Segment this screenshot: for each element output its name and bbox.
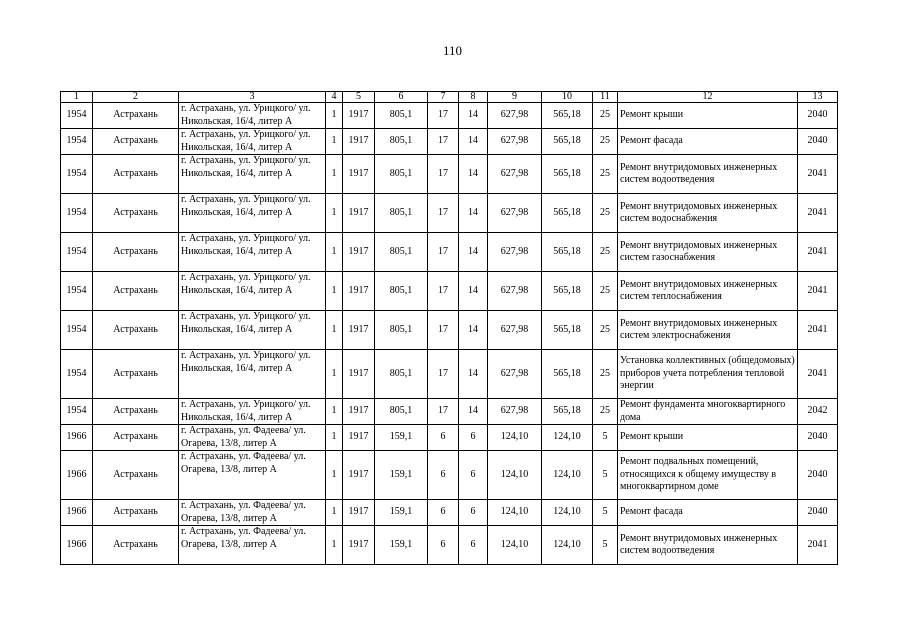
- cell-9: 627,98: [488, 399, 542, 425]
- cell-10: 565,18: [542, 272, 593, 311]
- table-row: [61, 451, 838, 500]
- cell-7: 6: [428, 500, 459, 526]
- house-id-cell: 1966: [61, 526, 93, 565]
- table-row: [61, 350, 838, 399]
- plan-year-cell: 2042: [798, 399, 838, 425]
- cell-7: 6: [428, 526, 459, 565]
- column-number: 3: [179, 92, 326, 103]
- address-cell: г. Астрахань, ул. Урицкого/ ул. Никольская, 16/4, литер А: [179, 311, 326, 350]
- house-id-cell: 1954: [61, 233, 93, 272]
- area-cell: 805,1: [375, 350, 428, 399]
- column-number: 6: [375, 92, 428, 103]
- cell-10: 565,18: [542, 399, 593, 425]
- plan-year-cell: 2040: [798, 500, 838, 526]
- plan-year-cell: 2041: [798, 272, 838, 311]
- year-cell: 1917: [343, 425, 375, 451]
- house-id-cell: 1966: [61, 451, 93, 500]
- cell-4: 1: [326, 233, 343, 272]
- work-type-cell: Ремонт внутридомовых инженерных систем газоснабжения: [618, 233, 798, 272]
- cell-11: 25: [593, 311, 618, 350]
- cell-4: 1: [326, 103, 343, 129]
- column-number: 9: [488, 92, 542, 103]
- plan-year-cell: 2041: [798, 194, 838, 233]
- area-cell: 159,1: [375, 425, 428, 451]
- table-row: [61, 272, 838, 311]
- table-row: [61, 500, 838, 526]
- year-cell: 1917: [343, 399, 375, 425]
- cell-4: 1: [326, 311, 343, 350]
- plan-year-cell: 2040: [798, 451, 838, 500]
- cell-8: 6: [459, 526, 488, 565]
- column-number: 5: [343, 92, 375, 103]
- cell-4: 1: [326, 155, 343, 194]
- area-cell: 159,1: [375, 500, 428, 526]
- plan-year-cell: 2041: [798, 233, 838, 272]
- cell-11: 25: [593, 194, 618, 233]
- cell-9: 627,98: [488, 350, 542, 399]
- work-type-cell: Ремонт внутридомовых инженерных систем теплоснабжения: [618, 272, 798, 311]
- city-cell: Астрахань: [93, 155, 179, 194]
- house-id-cell: 1954: [61, 272, 93, 311]
- cell-7: 17: [428, 350, 459, 399]
- city-cell: Астрахань: [93, 311, 179, 350]
- cell-7: 6: [428, 451, 459, 500]
- area-cell: 805,1: [375, 399, 428, 425]
- cell-11: 5: [593, 500, 618, 526]
- cell-7: 17: [428, 194, 459, 233]
- cell-8: 6: [459, 451, 488, 500]
- area-cell: 159,1: [375, 451, 428, 500]
- cell-10: 565,18: [542, 233, 593, 272]
- year-cell: 1917: [343, 526, 375, 565]
- cell-10: 124,10: [542, 425, 593, 451]
- year-cell: 1917: [343, 311, 375, 350]
- area-cell: 805,1: [375, 311, 428, 350]
- address-cell: г. Астрахань, ул. Фадеева/ ул. Огарева, 13/8, литер А: [179, 526, 326, 565]
- cell-8: 6: [459, 425, 488, 451]
- cell-10: 565,18: [542, 103, 593, 129]
- cell-4: 1: [326, 425, 343, 451]
- column-number: 10: [542, 92, 593, 103]
- year-cell: 1917: [343, 350, 375, 399]
- area-cell: 159,1: [375, 526, 428, 565]
- year-cell: 1917: [343, 194, 375, 233]
- cell-8: 14: [459, 155, 488, 194]
- column-number: 11: [593, 92, 618, 103]
- cell-4: 1: [326, 451, 343, 500]
- house-id-cell: 1954: [61, 103, 93, 129]
- house-id-cell: 1954: [61, 399, 93, 425]
- work-type-cell: Ремонт фундамента многоквартирного дома: [618, 399, 798, 425]
- work-type-cell: Ремонт крыши: [618, 425, 798, 451]
- year-cell: 1917: [343, 451, 375, 500]
- cell-7: 17: [428, 155, 459, 194]
- cell-4: 1: [326, 129, 343, 155]
- area-cell: 805,1: [375, 129, 428, 155]
- city-cell: Астрахань: [93, 103, 179, 129]
- cell-9: 627,98: [488, 103, 542, 129]
- house-id-cell: 1954: [61, 155, 93, 194]
- table-row: [61, 233, 838, 272]
- year-cell: 1917: [343, 129, 375, 155]
- table-row: [61, 103, 838, 129]
- city-cell: Астрахань: [93, 129, 179, 155]
- work-type-cell: Ремонт внутридомовых инженерных систем электроснабжения: [618, 311, 798, 350]
- address-cell: г. Астрахань, ул. Урицкого/ ул. Никольская, 16/4, литер А: [179, 233, 326, 272]
- cell-7: 17: [428, 272, 459, 311]
- cell-7: 17: [428, 129, 459, 155]
- cell-7: 17: [428, 103, 459, 129]
- cell-8: 14: [459, 233, 488, 272]
- address-cell: г. Астрахань, ул. Урицкого/ ул. Никольская, 16/4, литер А: [179, 399, 326, 425]
- year-cell: 1917: [343, 233, 375, 272]
- cell-10: 124,10: [542, 526, 593, 565]
- cell-9: 124,10: [488, 526, 542, 565]
- city-cell: Астрахань: [93, 399, 179, 425]
- cell-4: 1: [326, 526, 343, 565]
- area-cell: 805,1: [375, 233, 428, 272]
- year-cell: 1917: [343, 272, 375, 311]
- cell-9: 627,98: [488, 194, 542, 233]
- column-number: 8: [459, 92, 488, 103]
- house-id-cell: 1954: [61, 194, 93, 233]
- plan-year-cell: 2041: [798, 311, 838, 350]
- cell-9: 627,98: [488, 155, 542, 194]
- cell-11: 5: [593, 425, 618, 451]
- cell-8: 6: [459, 500, 488, 526]
- plan-year-cell: 2040: [798, 425, 838, 451]
- cell-8: 14: [459, 399, 488, 425]
- work-type-cell: Ремонт внутридомовых инженерных систем водоснабжения: [618, 194, 798, 233]
- plan-year-cell: 2041: [798, 155, 838, 194]
- cell-9: 627,98: [488, 129, 542, 155]
- cell-11: 25: [593, 399, 618, 425]
- column-number: 1: [61, 92, 93, 103]
- address-cell: г. Астрахань, ул. Урицкого/ ул. Никольская, 16/4, литер А: [179, 194, 326, 233]
- house-id-cell: 1954: [61, 311, 93, 350]
- house-id-cell: 1966: [61, 500, 93, 526]
- cell-11: 25: [593, 155, 618, 194]
- cell-10: 565,18: [542, 129, 593, 155]
- house-id-cell: 1966: [61, 425, 93, 451]
- cell-4: 1: [326, 350, 343, 399]
- address-cell: г. Астрахань, ул. Урицкого/ ул. Никольская, 16/4, литер А: [179, 155, 326, 194]
- cell-7: 17: [428, 233, 459, 272]
- address-cell: г. Астрахань, ул. Урицкого/ ул. Никольская, 16/4, литер А: [179, 350, 326, 399]
- cell-8: 14: [459, 129, 488, 155]
- cell-8: 14: [459, 272, 488, 311]
- table-row: [61, 526, 838, 565]
- column-number: 13: [798, 92, 838, 103]
- work-type-cell: Ремонт фасада: [618, 129, 798, 155]
- address-cell: г. Астрахань, ул. Урицкого/ ул. Никольская, 16/4, литер А: [179, 129, 326, 155]
- work-type-cell: Ремонт подвальных помещений, относящихся к общему имуществу в многоквартирном доме: [618, 451, 798, 500]
- cell-8: 14: [459, 194, 488, 233]
- city-cell: Астрахань: [93, 425, 179, 451]
- cell-10: 124,10: [542, 451, 593, 500]
- cell-11: 25: [593, 272, 618, 311]
- cell-9: 124,10: [488, 451, 542, 500]
- cell-11: 5: [593, 526, 618, 565]
- year-cell: 1917: [343, 103, 375, 129]
- city-cell: Астрахань: [93, 272, 179, 311]
- city-cell: Астрахань: [93, 350, 179, 399]
- year-cell: 1917: [343, 500, 375, 526]
- address-cell: г. Астрахань, ул. Фадеева/ ул. Огарева, 13/8, литер А: [179, 451, 326, 500]
- area-cell: 805,1: [375, 103, 428, 129]
- city-cell: Астрахань: [93, 526, 179, 565]
- cell-11: 25: [593, 129, 618, 155]
- cell-9: 124,10: [488, 425, 542, 451]
- cell-10: 565,18: [542, 194, 593, 233]
- cell-4: 1: [326, 272, 343, 311]
- page-number: 110: [442, 43, 463, 58]
- column-number: 2: [93, 92, 179, 103]
- column-number-row: [61, 92, 838, 103]
- city-cell: Астрахань: [93, 194, 179, 233]
- address-cell: г. Астрахань, ул. Урицкого/ ул. Никольская, 16/4, литер А: [179, 272, 326, 311]
- year-cell: 1917: [343, 155, 375, 194]
- city-cell: Астрахань: [93, 451, 179, 500]
- cell-4: 1: [326, 194, 343, 233]
- work-type-cell: Ремонт крыши: [618, 103, 798, 129]
- address-cell: г. Астрахань, ул. Фадеева/ ул. Огарева, 13/8, литер А: [179, 500, 326, 526]
- cell-7: 17: [428, 311, 459, 350]
- cell-7: 17: [428, 399, 459, 425]
- area-cell: 805,1: [375, 155, 428, 194]
- cell-8: 14: [459, 311, 488, 350]
- table-row: [61, 194, 838, 233]
- work-type-cell: Установка коллективных (общедомовых) приборов учета потребления тепловой энергии: [618, 350, 798, 399]
- cell-9: 627,98: [488, 311, 542, 350]
- cell-11: 25: [593, 233, 618, 272]
- registry-table: [60, 91, 838, 565]
- cell-9: 627,98: [488, 233, 542, 272]
- column-number: 4: [326, 92, 343, 103]
- cell-11: 25: [593, 350, 618, 399]
- city-cell: Астрахань: [93, 500, 179, 526]
- plan-year-cell: 2040: [798, 103, 838, 129]
- cell-7: 6: [428, 425, 459, 451]
- column-number: 12: [618, 92, 798, 103]
- address-cell: г. Астрахань, ул. Урицкого/ ул. Никольская, 16/4, литер А: [179, 103, 326, 129]
- address-cell: г. Астрахань, ул. Фадеева/ ул. Огарева, 13/8, литер А: [179, 425, 326, 451]
- column-number: 7: [428, 92, 459, 103]
- table-row: [61, 399, 838, 425]
- house-id-cell: 1954: [61, 129, 93, 155]
- table-row: [61, 155, 838, 194]
- cell-8: 14: [459, 103, 488, 129]
- cell-11: 5: [593, 451, 618, 500]
- table-row: [61, 425, 838, 451]
- area-cell: 805,1: [375, 194, 428, 233]
- cell-10: 565,18: [542, 311, 593, 350]
- city-cell: Астрахань: [93, 233, 179, 272]
- plan-year-cell: 2041: [798, 526, 838, 565]
- cell-4: 1: [326, 399, 343, 425]
- cell-10: 565,18: [542, 155, 593, 194]
- plan-year-cell: 2040: [798, 129, 838, 155]
- cell-8: 14: [459, 350, 488, 399]
- house-id-cell: 1954: [61, 350, 93, 399]
- work-type-cell: Ремонт внутридомовых инженерных систем водоотведения: [618, 155, 798, 194]
- table-row: [61, 129, 838, 155]
- table-row: [61, 311, 838, 350]
- plan-year-cell: 2041: [798, 350, 838, 399]
- cell-10: 565,18: [542, 350, 593, 399]
- cell-10: 124,10: [542, 500, 593, 526]
- cell-4: 1: [326, 500, 343, 526]
- area-cell: 805,1: [375, 272, 428, 311]
- work-type-cell: Ремонт внутридомовых инженерных систем водоотведения: [618, 526, 798, 565]
- work-type-cell: Ремонт фасада: [618, 500, 798, 526]
- cell-11: 25: [593, 103, 618, 129]
- cell-9: 124,10: [488, 500, 542, 526]
- cell-9: 627,98: [488, 272, 542, 311]
